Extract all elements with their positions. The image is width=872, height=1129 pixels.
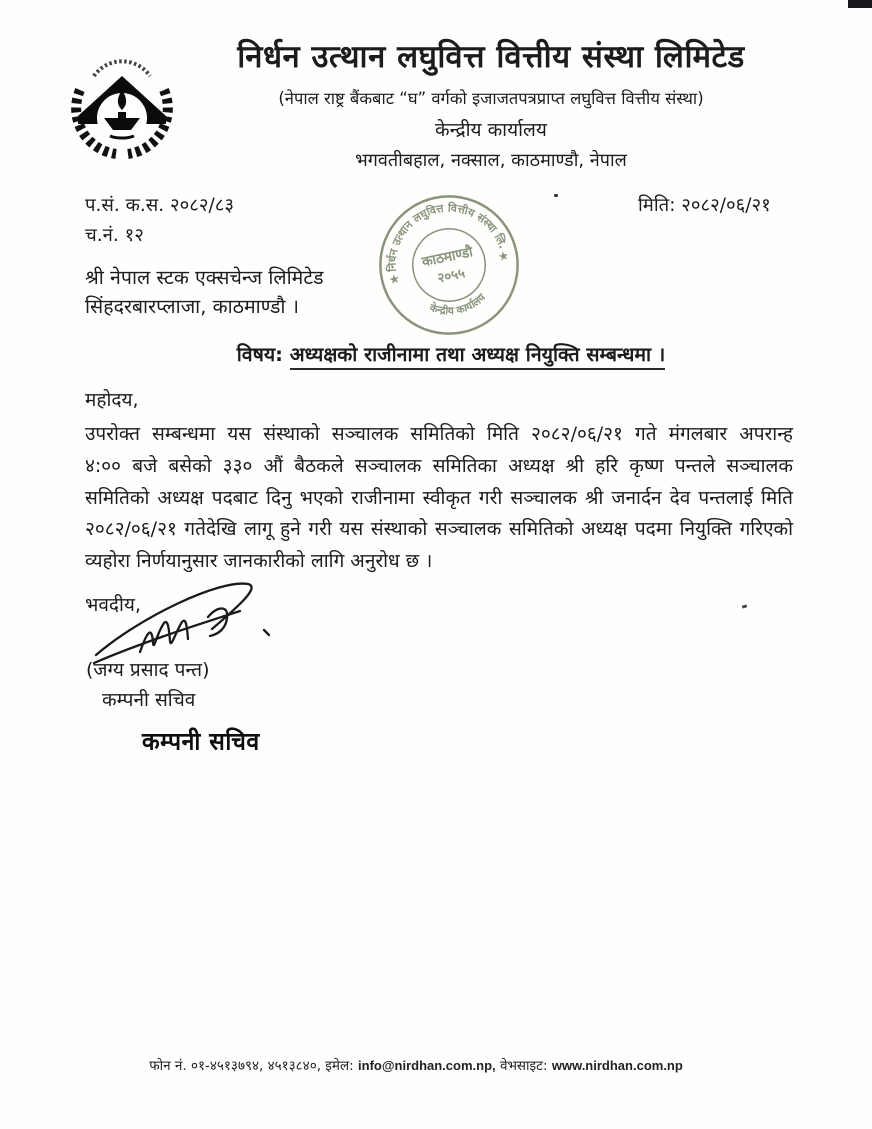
ink-speck: [554, 194, 558, 197]
recipient-address: सिंहदरबारप्लाजा, काठमाण्डौ ।: [85, 295, 300, 318]
round-stamp-icon: [368, 184, 530, 346]
company-secretary-stamp: कम्पनी सचिव: [142, 728, 260, 756]
dispatch-number: च.नं. १२: [85, 225, 144, 246]
subject-text: अध्यक्षको राजीनामा तथा अध्यक्ष नियुक्ति सम्बन्धमा ।: [290, 343, 666, 370]
round-office-stamp: [368, 184, 530, 346]
footer-website: www.nirdhan.com.np: [551, 1058, 683, 1073]
subject-line: [30, 340, 872, 367]
signatory-name: (जग्य प्रसाद पन्त): [86, 659, 210, 681]
address-line: भगवतीबहाल, नक्साल, काठमाण्डौ, नेपाल: [355, 149, 627, 171]
stamp-star-left-icon: ★: [387, 271, 402, 288]
org-name: निर्धन उत्थान लघुवित्त वित्तीय संस्था लिमिटेड: [237, 39, 745, 75]
scan-edge-artifact: [848, 0, 872, 8]
license-line: (नेपाल राष्ट्र बैंकबाट “घ” वर्गको इजाजतपत्रप्राप्त लघुवित्त वित्तीय संस्था): [278, 88, 704, 108]
letter-body: [85, 419, 793, 578]
signatory-title: कम्पनी सचिव: [102, 689, 196, 711]
body-line: ४:०० बजे बसेको ३३० औं बैठकले सञ्चालक समितिका अध्यक्ष श्री हरि कृष्ण पन्तले सञ्चालक: [85, 454, 793, 477]
body-line: समितिको अध्यक्ष पदबाट दिनु भएको राजीनामा स्वीकृत गरी सञ्चालक श्री जनार्दन देव पन्तलाई मिति: [85, 486, 793, 509]
salutation: महोदय,: [85, 389, 139, 411]
letterhead: [140, 40, 842, 172]
footer-contact-line: [0, 1056, 832, 1074]
stamp-top-arc-text: निर्धन उत्थान लघुवित्त वित्तीय संस्था लि.: [385, 201, 510, 272]
stamp-bottom-arc-text: केन्द्रीय कार्यालय: [427, 291, 488, 318]
footer-website-label: वेभसाइट:: [499, 1058, 548, 1074]
valediction: भवदीय,: [85, 594, 141, 616]
subject-label: विषय:: [236, 343, 283, 366]
stamp-center-year: २०५५: [436, 266, 467, 287]
body-line: व्यहोरा निर्णयानुसार जानकारीको लागि अनुरोध छ ।: [85, 550, 433, 573]
recipient-name: श्री नेपाल स्टक एक्सचेन्ज लिमिटेड: [85, 266, 324, 289]
letter-date: मिति: २०८२/०६/२१: [638, 195, 771, 216]
ref-number: प.सं. क.स. २०८२/८३: [85, 195, 234, 216]
central-office-line: केन्द्रीय कार्यालय: [435, 118, 547, 141]
ink-speck: [742, 604, 748, 608]
body-line: उपरोक्त सम्बन्धमा यस संस्थाको सञ्चालक समितिको मिति २०८२/०६/२१ गते मंगलबार अपरान्ह: [85, 423, 793, 445]
stamp-star-right-icon: ★: [496, 248, 511, 265]
footer-email: info@nirdhan.com.np,: [358, 1058, 496, 1073]
body-line: २०८२/०६/२१ गतेदेखि लागू हुने गरी यस संस्थाको सञ्चालक समितिको अध्यक्ष पदमा नियुक्ति गरिएको: [85, 518, 793, 541]
stamp-center-place: काठमाण्डौ: [420, 244, 475, 271]
footer-phone: फोन नं. ०१-४५१३७९४, ४५१३८४०, इमेल:: [149, 1058, 354, 1074]
svg-text:केन्द्रीय कार्यालय: [425, 289, 491, 323]
